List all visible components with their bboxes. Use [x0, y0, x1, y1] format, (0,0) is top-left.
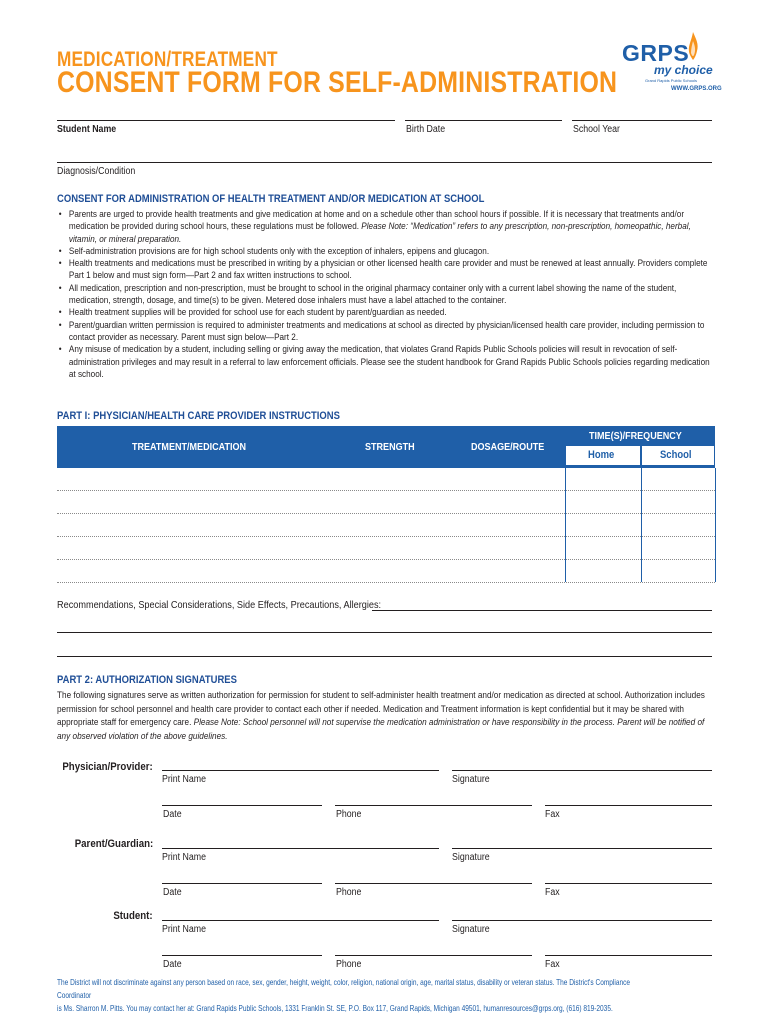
student-date-line[interactable] [162, 955, 322, 956]
table-divider [715, 468, 716, 582]
table-row[interactable] [57, 582, 715, 583]
list-item: • All medication, prescription and non-prescription, must be brought to school in the original pharmacy container only with a current label showing the name of the student, medication, strength, dosage, and time(s) to be given. Metered dose inhalers must have a label attached to the container. [69, 283, 712, 308]
non-discrimination-footer [57, 976, 650, 1015]
list-item: • Any misuse of medication by a student, including selling or giving away the medication, that violates Grand Rapids Public Schools policies will result in revocation of self-administration privileges and may result in a referral to law enforcement officials. Please see the student handbook for Grand Rapids Public Schools policies regarding medication at school. [69, 344, 712, 381]
recommendations-line-3[interactable] [57, 656, 712, 657]
birth-date-label: Birth Date [406, 124, 446, 135]
recommendations-line[interactable] [372, 610, 712, 611]
physician-print-name-label: Print Name [162, 774, 207, 785]
list-item: • Health treatments and medications must be prescribed in writing by a physician or other licensed health care provider and must be renewed at least annually. Providers complete Part 1 below and must sign form—Part 2 and fax written instructions to school. [69, 258, 712, 283]
student-name-label: Student Name [57, 124, 117, 135]
student-phone-label: Phone [336, 959, 362, 970]
logo-wordmark: GRPS [622, 40, 690, 66]
parent-phone-line[interactable] [335, 883, 532, 884]
col-treatment-header: TREATMENT/MEDICATION [132, 441, 247, 453]
parent-date-label: Date [163, 887, 182, 898]
student-name-line[interactable] [57, 120, 395, 121]
student-print-name-line[interactable] [162, 920, 439, 921]
footer-line-2: is Ms. Sharron M. Pitts. You may contact her at: Grand Rapids Public Schools, 1331 Franklin St. SE, P.O. Box 117, Grand Rapids, Michigan 49501, humanresources@grps.org, (616) 819-2035. [57, 1003, 613, 1013]
physician-date-label: Date [163, 809, 182, 820]
school-year-label: School Year [573, 124, 620, 135]
logo-tagline: my choice [654, 63, 713, 77]
student-fax-line[interactable] [545, 955, 712, 956]
table-row[interactable] [57, 536, 715, 537]
physician-signature-line[interactable] [452, 770, 712, 771]
list-item: • Parents are urged to provide health treatments and give medication at home and on a schedule other than school hours if possible. If it is necessary that treatments and/or medication be provided during school hours, these regulations must be followed. Please Note: “Medication” refers to any prescription, non-prescription, homeopathic, herbal, vitamin, or mineral preparation. [69, 209, 712, 246]
recommendations-label: Recommendations, Special Considerations, Side Effects, Precautions, Allergies: [57, 600, 382, 611]
physician-phone-label: Phone [336, 809, 362, 820]
parent-signature-label: Signature [452, 852, 490, 863]
physician-fax-line[interactable] [545, 805, 712, 806]
diagnosis-line[interactable] [57, 162, 712, 163]
table-row[interactable] [57, 513, 715, 514]
table-row[interactable] [57, 490, 715, 491]
list-item: • Self-administration provisions are for high school students only with the exception of inhalers, epipens and glucagon. [69, 246, 712, 258]
col-home-header: Home [588, 449, 615, 461]
form-title-line1: MEDICATION/TREATMENT [57, 48, 278, 71]
col-times-header: TIME(S)/FREQUENCY [589, 430, 682, 442]
student-fax-label: Fax [545, 959, 560, 970]
physician-print-name-line[interactable] [162, 770, 439, 771]
parent-role-label: Parent/Guardian: [74, 838, 153, 850]
logo-district: Grand Rapids Public Schools [645, 78, 698, 83]
consent-heading: CONSENT FOR ADMINISTRATION OF HEALTH TREATMENT AND/OR MEDICATION AT SCHOOL [57, 193, 485, 205]
parent-fax-line[interactable] [545, 883, 712, 884]
student-print-name-label: Print Name [162, 924, 207, 935]
parent-signature-line[interactable] [452, 848, 712, 849]
parent-date-line[interactable] [162, 883, 322, 884]
table-row[interactable] [57, 559, 715, 560]
table-divider [641, 468, 642, 582]
list-item: • Health treatment supplies will be provided for school use for each student by parent/guardian as needed. [69, 307, 712, 319]
grps-logo [608, 30, 722, 100]
birth-date-line[interactable] [405, 120, 562, 121]
form-title-line2: CONSENT FORM FOR SELF-ADMINISTRATION [57, 66, 618, 99]
physician-date-line[interactable] [162, 805, 322, 806]
diagnosis-label: Diagnosis/Condition [57, 166, 136, 177]
physician-role-label: Physician/Provider: [62, 761, 153, 773]
physician-phone-line[interactable] [335, 805, 532, 806]
parent-fax-label: Fax [545, 887, 560, 898]
physician-fax-label: Fax [545, 809, 560, 820]
parent-print-name-label: Print Name [162, 852, 207, 863]
student-role-label: Student: [113, 910, 153, 922]
table-divider [565, 468, 566, 582]
student-phone-line[interactable] [335, 955, 532, 956]
part1-heading: PART I: PHYSICIAN/HEALTH CARE PROVIDER INSTRUCTIONS [57, 410, 340, 422]
student-signature-line[interactable] [452, 920, 712, 921]
col-strength-header: STRENGTH [365, 441, 415, 453]
part2-heading: PART 2: AUTHORIZATION SIGNATURES [57, 674, 237, 686]
physician-signature-label: Signature [452, 774, 490, 785]
col-school-header: School [660, 449, 692, 461]
school-year-line[interactable] [572, 120, 712, 121]
student-date-label: Date [163, 959, 182, 970]
parent-print-name-line[interactable] [162, 848, 439, 849]
student-signature-label: Signature [452, 924, 490, 935]
recommendations-line-2[interactable] [57, 632, 712, 633]
consent-bullet-list [57, 209, 712, 381]
footer-line-1: The District will not discriminate against any person based on race, sex, gender, height, weight, color, religion, national origin, age, marital status, disability or veteran status. The District's Compliance Coordinator [57, 977, 631, 1000]
logo-url: WWW.GRPS.ORG [671, 86, 722, 92]
part2-paragraph: The following signatures serve as written authorization for permission for student to self-administer health treatment and/or medication as directed at school. Authorization includes permission for school personnel and health care provider to contact each other if needed. Medication and Treatment information is kept confidential but it may be shared with appropriate staff for emergency care. Please Note: School personnel will not supervise the medication administration or have responsibility in the process. Parent will be notified of any observed violation of the above guidelines. [57, 690, 705, 742]
col-dosage-header: DOSAGE/ROUTE [471, 441, 545, 453]
list-item: • Parent/guardian written permission is required to administer treatments and medications at school as directed by physician/licensed health care provider, including permission to contact provider as necessary. Parent must sign below—Part 2. [69, 320, 712, 345]
parent-phone-label: Phone [336, 887, 362, 898]
